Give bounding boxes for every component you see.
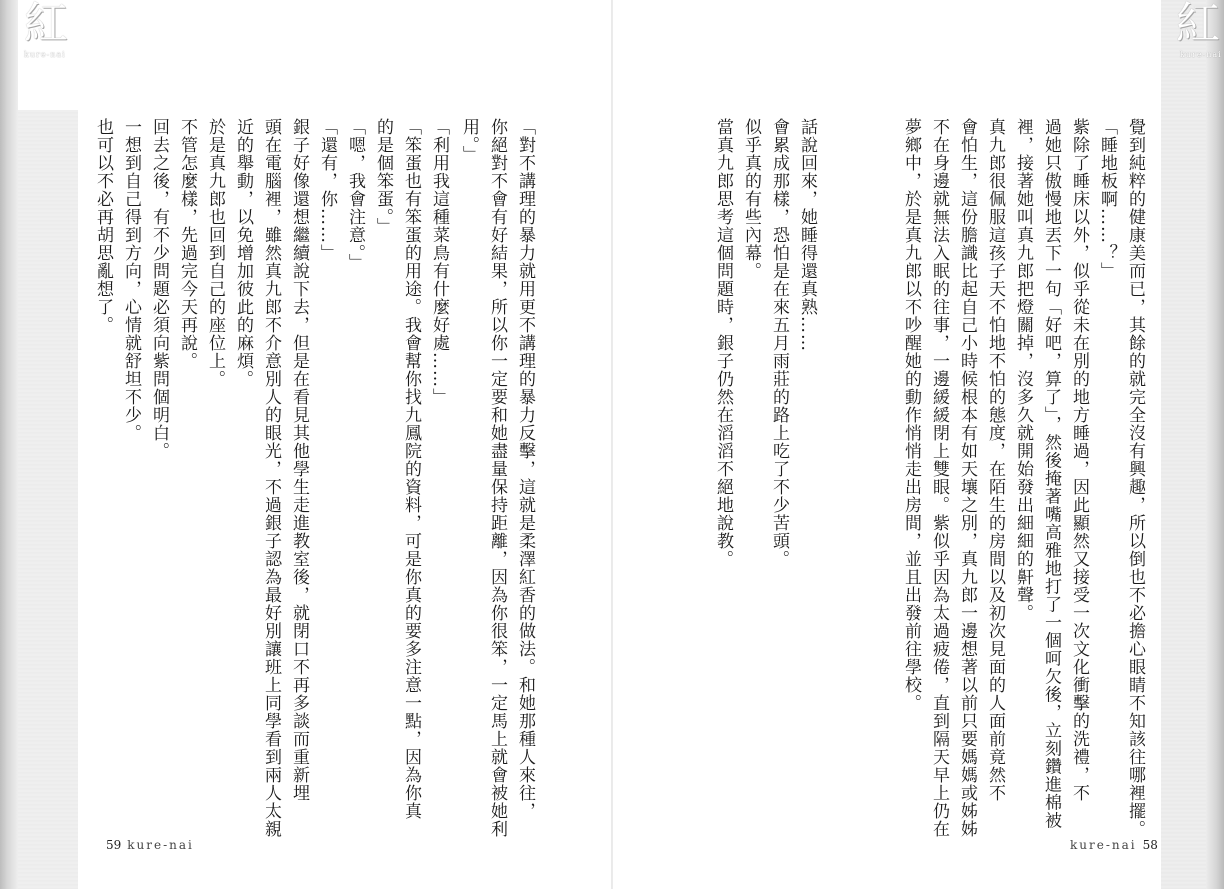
text-column: 似乎真的有些內幕。 — [741, 118, 761, 280]
logo-mark-left: 紅 — [24, 0, 68, 49]
logo-mark-right: 紅 — [1176, 0, 1220, 49]
text-column: 覺到純粹的健康美而已，其餘的就完全沒有興趣，所以倒也不必擔心眼睛不知該往哪裡擺。 — [1125, 118, 1145, 838]
text-column: 於是真九郎也回到自己的座位上。 — [205, 118, 225, 388]
page-number-right: 58 — [1142, 838, 1158, 852]
text-column: 當真九郎思考這個問題時，銀子仍然在滔滔不絕地說教。 — [713, 118, 733, 568]
text-column: 用。」 — [459, 118, 479, 164]
text-column: 會累成那樣，恐怕是在來五月雨莊的路上吃了不少苦頭。 — [769, 118, 789, 568]
right-page-edge — [1206, 0, 1224, 889]
text-column: 不管怎麼樣，先過完今天再說。 — [177, 118, 197, 370]
text-column: 裡，接著她叫真九郎把燈關掉，沒多久就開始發出細細的鼾聲。 — [1013, 118, 1033, 622]
text-column: 回去之後，有不少問題必須向紫問個明白。 — [149, 118, 169, 460]
text-column: 夢鄉中，於是真九郎以不吵醒她的動作悄悄走出房間，並且出發前往學校。 — [901, 118, 921, 712]
text-column: 銀子好像還想繼續說下去，但是在看見其他學生走進教室後，就閉口不再多談而重新埋 — [289, 118, 309, 802]
text-column: 一想到自己得到方向，心情就舒坦不少。 — [121, 118, 141, 442]
text-column: 「對不講理的暴力就用更不講理的暴力反擊，這就是柔澤紅香的做法。和她那種人來往， — [515, 118, 535, 820]
text-column: 你絕對不會有好結果，所以你一定要和她盡量保持距離，因為你很笨，一定馬上就會被她利 — [487, 118, 507, 838]
running-title-right: kure-nai — [1070, 838, 1137, 852]
left-margin-texture — [18, 110, 78, 889]
text-column: 也可以不必再胡思亂想了。 — [93, 118, 113, 334]
right-margin-texture — [1161, 0, 1206, 889]
text-column: 「笨蛋也有笨蛋的用途。我會幫你找九鳳院的資料，可是你真的要多注意一點，因為你真 — [401, 118, 421, 820]
text-column: 過她只傲慢地丟下一句「好吧，算了」，然後掩著嘴高雅地打了一個呵欠後，立刻鑽進棉被 — [1041, 118, 1061, 830]
text-column: 真九郎很佩服這孩子天不怕地不怕的態度，在陌生的房間以及初次見面的人面前竟然不 — [985, 118, 1005, 802]
gutter — [611, 0, 613, 889]
text-column: 不在身邊就無法入眠的往事，一邊緩緩閉上雙眼。紫似乎因為太過疲倦，直到隔天早上仍在 — [929, 118, 949, 838]
left-page-edge — [0, 0, 18, 889]
text-column: 話說回來，她睡得還真熟…… — [797, 118, 817, 352]
text-column: 近的舉動，以免增加彼此的麻煩。 — [233, 118, 253, 388]
folio-left — [100, 838, 194, 852]
logo-subtitle-right: kure-nai — [1180, 50, 1222, 59]
page-number-left: 59 — [106, 838, 122, 852]
text-column: 「嗯，我會注意。」 — [345, 118, 365, 272]
text-column: 會怕生，這份膽識比起自己小時候根本有如天壤之別，真九郎一邊想著以前只要媽媽或姊姊 — [957, 118, 977, 838]
text-column: 頭在電腦裡，雖然真九郎不介意別人的眼光，不過銀子認為最好別讓班上同學看到兩人太親 — [261, 118, 281, 838]
folio-right — [1070, 838, 1164, 852]
text-column: 「睡地板啊……？」 — [1097, 118, 1117, 280]
logo-subtitle-left: kure-nai — [24, 50, 66, 59]
text-column: 的是個笨蛋。」 — [373, 118, 393, 236]
text-column: 「還有，你……」 — [317, 118, 337, 262]
text-column: 「利用我這種菜鳥有什麼好處……」 — [429, 118, 449, 406]
text-column: 紫除了睡床以外，似乎從未在別的地方睡過，因此顯然又接受一次文化衝擊的洗禮，不 — [1069, 118, 1089, 802]
running-title-left: kure-nai — [127, 838, 194, 852]
